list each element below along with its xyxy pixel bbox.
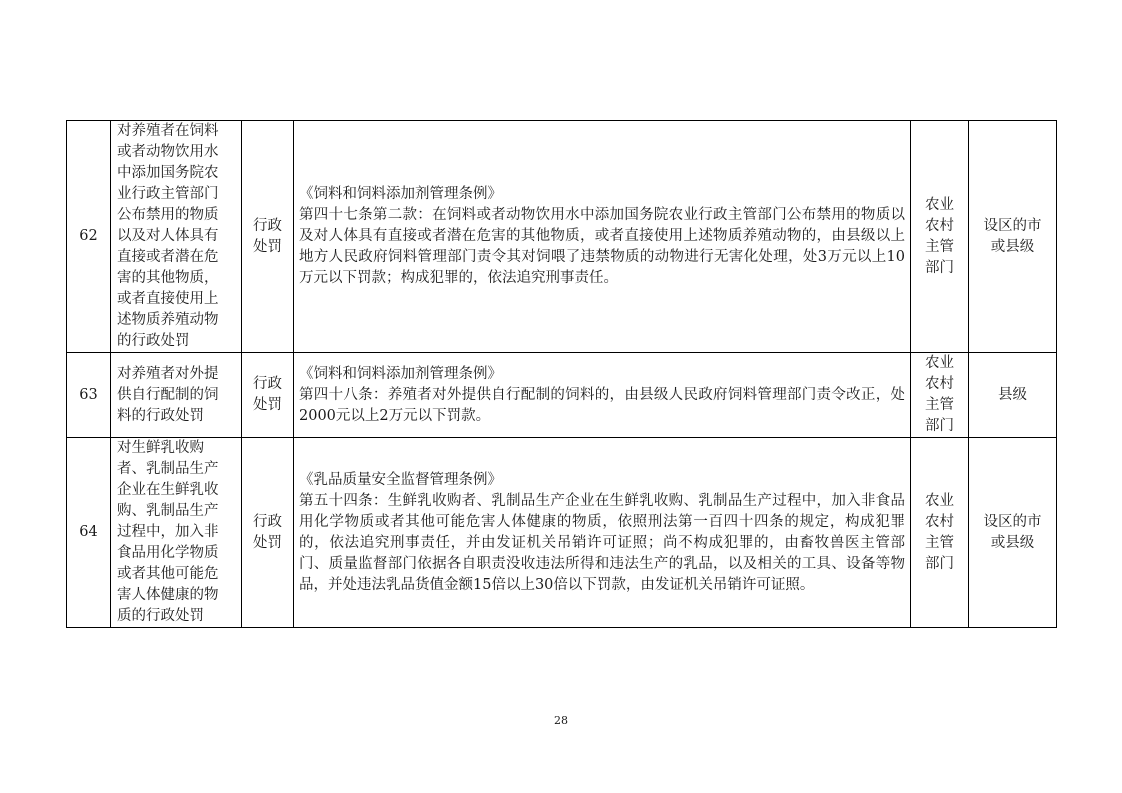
legal-basis-title: 《饲料和饲料添加剂管理条例》	[299, 186, 502, 202]
penalty-type: 行政 处罚	[242, 438, 294, 628]
responsible-department: 农业 农村 主管 部门	[911, 353, 969, 438]
legal-basis-text: 第四十七条第二款：在饲料或者动物饮用水中添加国务院农业行政主管部门公布禁用的物质以及对人体具有直接或者潜在危害的其他物质，或者直接使用上述物质养殖动物的，由县级以上地方人民政府饲料管理部门责令其对饲喂了违禁物质的动物进行无害化处理，处3万元以上10万元以下罚款；构成犯罪的，依法追究刑事责任。	[299, 207, 905, 286]
legal-basis	[294, 353, 911, 438]
legal-basis-text: 第五十四条：生鲜乳收购者、乳制品生产企业在生鲜乳收购、乳制品生产过程中，加入非食品用化学物质或者其他可能危害人体健康的物质，依照刑法第一百四十四条的规定，构成犯罪的，依法追究刑事责任，并由发证机关吊销许可证照；尚不构成犯罪的，由畜牧兽医主管部门、质量监督部门依据各自职责没收违法所得和违法生产的乳品，以及相关的工具、设备等物品，并处违法乳品货值金额15倍以上30倍以下罚款，由发证机关吊销许可证照。	[299, 492, 905, 593]
responsible-department: 农业 农村 主管 部门	[911, 121, 969, 353]
legal-basis-title: 《乳品质量安全监督管理条例》	[299, 471, 502, 488]
penalty-item: 对生鲜乳收购 者、乳制品生产 企业在生鲜乳收 购、乳制品生产 过程中，加入非 食品用化学物质 或者其他可能危 害人体健康的物 质的行政处罚	[111, 438, 242, 628]
penalty-type: 行政 处罚	[242, 353, 294, 438]
penalty-item: 对养殖者在饲料 或者动物饮用水 中添加国务院农 业行政主管部门 公布禁用的物质 以及对人体具有 直接或者潜在危 害的其他物质， 或者直接使用上 述物质养殖动物 的行政处罚	[111, 121, 242, 353]
legal-basis-title: 《饲料和饲料添加剂管理条例》	[299, 365, 502, 382]
legal-basis	[294, 121, 911, 353]
enforcement-level: 县级	[969, 353, 1057, 438]
table-row	[67, 353, 1057, 438]
enforcement-level: 设区的市 或县级	[969, 121, 1057, 353]
enforcement-level: 设区的市 或县级	[969, 438, 1057, 628]
table-row	[67, 438, 1057, 628]
row-number: 63	[67, 353, 111, 438]
penalty-table	[66, 120, 1057, 628]
responsible-department: 农业 农村 主管 部门	[911, 438, 969, 628]
legal-basis	[294, 438, 911, 628]
penalty-type: 行政 处罚	[242, 121, 294, 353]
penalty-item: 对养殖者对外提 供自行配制的饲 料的行政处罚	[111, 353, 242, 438]
legal-basis-text: 第四十八条：养殖者对外提供自行配制的饲料的，由县级人民政府饲料管理部门责令改正，处2000元以上2万元以下罚款。	[299, 386, 905, 424]
row-number: 64	[67, 438, 111, 628]
page-number: 28	[554, 714, 568, 727]
row-number: 62	[67, 121, 111, 353]
table-row	[67, 121, 1057, 353]
